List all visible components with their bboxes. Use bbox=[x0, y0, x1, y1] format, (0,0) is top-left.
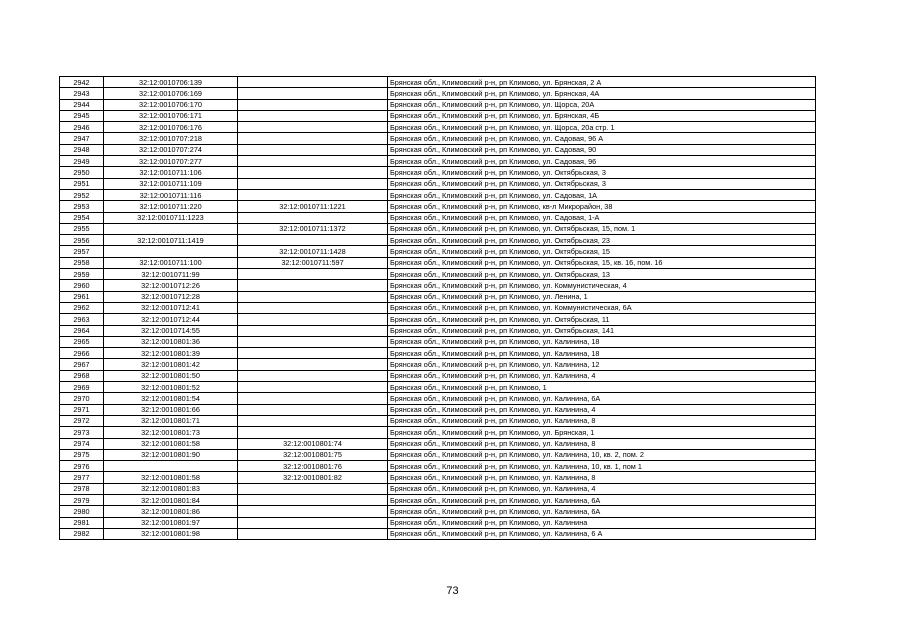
linked-cadastral-number-cell bbox=[238, 370, 388, 381]
table-row bbox=[60, 404, 816, 415]
row-number-cell: 2961 bbox=[60, 291, 104, 302]
table-row bbox=[60, 461, 816, 472]
cadastral-number-cell: 32:12:0010801:58 bbox=[104, 472, 238, 483]
table-row bbox=[60, 144, 816, 155]
table-row bbox=[60, 156, 816, 167]
linked-cadastral-number-cell: 32:12:0010801:74 bbox=[238, 438, 388, 449]
row-number-cell: 2960 bbox=[60, 280, 104, 291]
linked-cadastral-number-cell bbox=[238, 144, 388, 155]
cadastral-number-cell: 32:12:0010801:71 bbox=[104, 415, 238, 426]
table-row bbox=[60, 167, 816, 178]
cadastral-number-cell: 32:12:0010712:28 bbox=[104, 291, 238, 302]
linked-cadastral-number-cell: 32:12:0010711:1372 bbox=[238, 223, 388, 234]
cadastral-number-cell: 32:12:0010712:44 bbox=[104, 314, 238, 325]
linked-cadastral-number-cell: 32:12:0010801:76 bbox=[238, 461, 388, 472]
row-number-cell: 2971 bbox=[60, 404, 104, 415]
address-cell: Брянская обл., Климовский р-н, рп Климово, ул. Садовая, 96 А bbox=[388, 133, 816, 144]
row-number-cell: 2956 bbox=[60, 235, 104, 246]
row-number-cell: 2952 bbox=[60, 189, 104, 200]
cadastral-number-cell: 32:12:0010801:73 bbox=[104, 427, 238, 438]
address-cell: Брянская обл., Климовский р-н, рп Климово, ул. Октябрьская, 11 bbox=[388, 314, 816, 325]
address-cell: Брянская обл., Климовский р-н, рп Климово, ул. Октябрьская, 15 bbox=[388, 246, 816, 257]
cadastral-number-cell: 32:12:0010801:36 bbox=[104, 336, 238, 347]
linked-cadastral-number-cell bbox=[238, 178, 388, 189]
address-cell: Брянская обл., Климовский р-н, рп Климово, ул. Калинина, 4 bbox=[388, 404, 816, 415]
table-row bbox=[60, 415, 816, 426]
table-row bbox=[60, 257, 816, 268]
cadastral-number-cell: 32:12:0010801:98 bbox=[104, 528, 238, 539]
cadastral-number-cell: 32:12:0010706:176 bbox=[104, 122, 238, 133]
table-row bbox=[60, 291, 816, 302]
row-number-cell: 2974 bbox=[60, 438, 104, 449]
address-cell: Брянская обл., Климовский р-н, рп Климово, ул. Брянская, 2 А bbox=[388, 77, 816, 88]
linked-cadastral-number-cell bbox=[238, 235, 388, 246]
table-row bbox=[60, 212, 816, 223]
cadastral-number-cell bbox=[104, 461, 238, 472]
linked-cadastral-number-cell bbox=[238, 393, 388, 404]
linked-cadastral-number-cell bbox=[238, 110, 388, 121]
linked-cadastral-number-cell bbox=[238, 359, 388, 370]
row-number-cell: 2979 bbox=[60, 494, 104, 505]
row-number-cell: 2946 bbox=[60, 122, 104, 133]
row-number-cell: 2963 bbox=[60, 314, 104, 325]
table-row bbox=[60, 427, 816, 438]
address-cell: Брянская обл., Климовский р-н, рп Климово, ул. Щорса, 20а стр. 1 bbox=[388, 122, 816, 133]
address-cell: Брянская обл., Климовский р-н, рп Климово, ул. Калинина, 4 bbox=[388, 370, 816, 381]
row-number-cell: 2945 bbox=[60, 110, 104, 121]
row-number-cell: 2977 bbox=[60, 472, 104, 483]
table-row bbox=[60, 88, 816, 99]
address-cell: Брянская обл., Климовский р-н, рп Климово, ул. Коммунистическая, 6А bbox=[388, 302, 816, 313]
address-cell: Брянская обл., Климовский р-н, рп Климово, ул. Брянская, 1 bbox=[388, 427, 816, 438]
row-number-cell: 2970 bbox=[60, 393, 104, 404]
address-cell: Брянская обл., Климовский р-н, рп Климово, ул. Октябрьская, 15, пом. 1 bbox=[388, 223, 816, 234]
linked-cadastral-number-cell bbox=[238, 156, 388, 167]
address-cell: Брянская обл., Климовский р-н, рп Климово, ул. Садовая, 90 bbox=[388, 144, 816, 155]
table-row bbox=[60, 99, 816, 110]
address-cell: Брянская обл., Климовский р-н, рп Климово, ул. Калинина, 12 bbox=[388, 359, 816, 370]
linked-cadastral-number-cell bbox=[238, 189, 388, 200]
table-row bbox=[60, 325, 816, 336]
address-cell: Брянская обл., Климовский р-н, рп Климово, ул. Калинина, 8 bbox=[388, 472, 816, 483]
table-row bbox=[60, 336, 816, 347]
address-cell: Брянская обл., Климовский р-н, рп Климово, ул. Садовая, 96 bbox=[388, 156, 816, 167]
address-cell: Брянская обл., Климовский р-н, рп Климово, ул. Калинина, 6А bbox=[388, 494, 816, 505]
linked-cadastral-number-cell bbox=[238, 280, 388, 291]
row-number-cell: 2950 bbox=[60, 167, 104, 178]
linked-cadastral-number-cell bbox=[238, 314, 388, 325]
row-number-cell: 2947 bbox=[60, 133, 104, 144]
row-number-cell: 2973 bbox=[60, 427, 104, 438]
cadastral-number-cell: 32:12:0010801:83 bbox=[104, 483, 238, 494]
registry-table-body bbox=[60, 77, 816, 540]
table-row bbox=[60, 235, 816, 246]
linked-cadastral-number-cell: 32:12:0010711:597 bbox=[238, 257, 388, 268]
linked-cadastral-number-cell bbox=[238, 348, 388, 359]
cadastral-number-cell: 32:12:0010707:274 bbox=[104, 144, 238, 155]
table-row bbox=[60, 314, 816, 325]
linked-cadastral-number-cell bbox=[238, 336, 388, 347]
row-number-cell: 2957 bbox=[60, 246, 104, 257]
table-row bbox=[60, 269, 816, 280]
cadastral-number-cell: 32:12:0010801:58 bbox=[104, 438, 238, 449]
table-row bbox=[60, 178, 816, 189]
linked-cadastral-number-cell bbox=[238, 77, 388, 88]
cadastral-number-cell: 32:12:0010801:90 bbox=[104, 449, 238, 460]
table-row bbox=[60, 528, 816, 539]
cadastral-number-cell: 32:12:0010711:106 bbox=[104, 167, 238, 178]
linked-cadastral-number-cell: 32:12:0010711:1221 bbox=[238, 201, 388, 212]
address-cell: Брянская обл., Климовский р-н, рп Климово, ул. Калинина, 6А bbox=[388, 393, 816, 404]
cadastral-number-cell: 32:12:0010707:277 bbox=[104, 156, 238, 167]
row-number-cell: 2955 bbox=[60, 223, 104, 234]
linked-cadastral-number-cell bbox=[238, 528, 388, 539]
row-number-cell: 2976 bbox=[60, 461, 104, 472]
cadastral-number-cell: 32:12:0010711:100 bbox=[104, 257, 238, 268]
row-number-cell: 2959 bbox=[60, 269, 104, 280]
table-row bbox=[60, 189, 816, 200]
row-number-cell: 2951 bbox=[60, 178, 104, 189]
address-cell: Брянская обл., Климовский р-н, рп Климово, ул. Брянская, 4Б bbox=[388, 110, 816, 121]
linked-cadastral-number-cell bbox=[238, 506, 388, 517]
table-row bbox=[60, 370, 816, 381]
address-cell: Брянская обл., Климовский р-н, рп Климово, ул. Октябрьская, 23 bbox=[388, 235, 816, 246]
row-number-cell: 2975 bbox=[60, 449, 104, 460]
address-cell: Брянская обл., Климовский р-н, рп Климово, ул. Калинина, 8 bbox=[388, 438, 816, 449]
linked-cadastral-number-cell: 32:12:0010711:1428 bbox=[238, 246, 388, 257]
address-cell: Брянская обл., Климовский р-н, рп Климово, ул. Октябрьская, 3 bbox=[388, 178, 816, 189]
row-number-cell: 2948 bbox=[60, 144, 104, 155]
row-number-cell: 2982 bbox=[60, 528, 104, 539]
linked-cadastral-number-cell bbox=[238, 167, 388, 178]
linked-cadastral-number-cell: 32:12:0010801:75 bbox=[238, 449, 388, 460]
registry-table bbox=[59, 76, 816, 540]
row-number-cell: 2969 bbox=[60, 382, 104, 393]
row-number-cell: 2980 bbox=[60, 506, 104, 517]
table-row bbox=[60, 122, 816, 133]
address-cell: Брянская обл., Климовский р-н, рп Климово, ул. Октябрьская, 141 bbox=[388, 325, 816, 336]
row-number-cell: 2962 bbox=[60, 302, 104, 313]
address-cell: Брянская обл., Климовский р-н, рп Климово, ул. Калинина, 6А bbox=[388, 506, 816, 517]
row-number-cell: 2966 bbox=[60, 348, 104, 359]
table-row bbox=[60, 438, 816, 449]
table-row bbox=[60, 517, 816, 528]
table-row bbox=[60, 449, 816, 460]
cadastral-number-cell: 32:12:0010711:99 bbox=[104, 269, 238, 280]
cadastral-number-cell: 32:12:0010801:52 bbox=[104, 382, 238, 393]
address-cell: Брянская обл., Климовский р-н, рп Климово, ул. Октябрьская, 3 bbox=[388, 167, 816, 178]
linked-cadastral-number-cell bbox=[238, 133, 388, 144]
table-row bbox=[60, 223, 816, 234]
linked-cadastral-number-cell bbox=[238, 517, 388, 528]
cadastral-number-cell bbox=[104, 246, 238, 257]
address-cell: Брянская обл., Климовский р-н, рп Климово, ул. Щорса, 20А bbox=[388, 99, 816, 110]
address-cell: Брянская обл., Климовский р-н, рп Климово, 1 bbox=[388, 382, 816, 393]
address-cell: Брянская обл., Климовский р-н, рп Климово, кв-л Микрорайон, 38 bbox=[388, 201, 816, 212]
cadastral-number-cell: 32:12:0010801:97 bbox=[104, 517, 238, 528]
address-cell: Брянская обл., Климовский р-н, рп Климово, ул. Калинина, 8 bbox=[388, 415, 816, 426]
table-row bbox=[60, 494, 816, 505]
cadastral-number-cell: 32:12:0010711:220 bbox=[104, 201, 238, 212]
cadastral-number-cell: 32:12:0010801:86 bbox=[104, 506, 238, 517]
row-number-cell: 2972 bbox=[60, 415, 104, 426]
cadastral-number-cell: 32:12:0010801:66 bbox=[104, 404, 238, 415]
linked-cadastral-number-cell bbox=[238, 325, 388, 336]
cadastral-number-cell: 32:12:0010712:41 bbox=[104, 302, 238, 313]
row-number-cell: 2981 bbox=[60, 517, 104, 528]
address-cell: Брянская обл., Климовский р-н, рп Климово, ул. Калинина, 10, кв. 2, пом. 2 bbox=[388, 449, 816, 460]
row-number-cell: 2953 bbox=[60, 201, 104, 212]
cadastral-number-cell: 32:12:0010801:54 bbox=[104, 393, 238, 404]
linked-cadastral-number-cell bbox=[238, 99, 388, 110]
cadastral-number-cell: 32:12:0010801:42 bbox=[104, 359, 238, 370]
address-cell: Брянская обл., Климовский р-н, рп Климово, ул. Калинина, 4 bbox=[388, 483, 816, 494]
linked-cadastral-number-cell: 32:12:0010801:82 bbox=[238, 472, 388, 483]
cadastral-number-cell: 32:12:0010706:171 bbox=[104, 110, 238, 121]
table-row bbox=[60, 110, 816, 121]
linked-cadastral-number-cell bbox=[238, 427, 388, 438]
linked-cadastral-number-cell bbox=[238, 212, 388, 223]
address-cell: Брянская обл., Климовский р-н, рп Климово, ул. Садовая, 1А bbox=[388, 189, 816, 200]
row-number-cell: 2942 bbox=[60, 77, 104, 88]
row-number-cell: 2964 bbox=[60, 325, 104, 336]
table-row bbox=[60, 483, 816, 494]
address-cell: Брянская обл., Климовский р-н, рп Климово, ул. Калинина, 18 bbox=[388, 336, 816, 347]
cadastral-number-cell: 32:12:0010706:170 bbox=[104, 99, 238, 110]
address-cell: Брянская обл., Климовский р-н, рп Климово, ул. Калинина, 18 bbox=[388, 348, 816, 359]
table-row bbox=[60, 506, 816, 517]
table-row bbox=[60, 246, 816, 257]
address-cell: Брянская обл., Климовский р-н, рп Климово, ул. Калинина bbox=[388, 517, 816, 528]
linked-cadastral-number-cell bbox=[238, 291, 388, 302]
address-cell: Брянская обл., Климовский р-н, рп Климово, ул. Октябрьская, 15, кв. 16, пом. 16 bbox=[388, 257, 816, 268]
address-cell: Брянская обл., Климовский р-н, рп Климово, ул. Садовая, 1-А bbox=[388, 212, 816, 223]
linked-cadastral-number-cell bbox=[238, 494, 388, 505]
table-row bbox=[60, 472, 816, 483]
row-number-cell: 2978 bbox=[60, 483, 104, 494]
row-number-cell: 2944 bbox=[60, 99, 104, 110]
cadastral-number-cell: 32:12:0010707:218 bbox=[104, 133, 238, 144]
row-number-cell: 2958 bbox=[60, 257, 104, 268]
address-cell: Брянская обл., Климовский р-н, рп Климово, ул. Октябрьская, 13 bbox=[388, 269, 816, 280]
table-row bbox=[60, 280, 816, 291]
linked-cadastral-number-cell bbox=[238, 302, 388, 313]
address-cell: Брянская обл., Климовский р-н, рп Климово, ул. Калинина, 6 А bbox=[388, 528, 816, 539]
row-number-cell: 2967 bbox=[60, 359, 104, 370]
cadastral-number-cell: 32:12:0010711:109 bbox=[104, 178, 238, 189]
address-cell: Брянская обл., Климовский р-н, рп Климово, ул. Брянская, 4А bbox=[388, 88, 816, 99]
cadastral-number-cell: 32:12:0010714:55 bbox=[104, 325, 238, 336]
row-number-cell: 2943 bbox=[60, 88, 104, 99]
table-row bbox=[60, 133, 816, 144]
row-number-cell: 2954 bbox=[60, 212, 104, 223]
cadastral-number-cell: 32:12:0010711:116 bbox=[104, 189, 238, 200]
address-cell: Брянская обл., Климовский р-н, рп Климово, ул. Коммунистическая, 4 bbox=[388, 280, 816, 291]
table-row bbox=[60, 77, 816, 88]
cadastral-number-cell bbox=[104, 223, 238, 234]
linked-cadastral-number-cell bbox=[238, 404, 388, 415]
linked-cadastral-number-cell bbox=[238, 122, 388, 133]
cadastral-number-cell: 32:12:0010801:84 bbox=[104, 494, 238, 505]
row-number-cell: 2949 bbox=[60, 156, 104, 167]
address-cell: Брянская обл., Климовский р-н, рп Климово, ул. Ленина, 1 bbox=[388, 291, 816, 302]
linked-cadastral-number-cell bbox=[238, 269, 388, 280]
table-row bbox=[60, 302, 816, 313]
table-row bbox=[60, 393, 816, 404]
linked-cadastral-number-cell bbox=[238, 88, 388, 99]
linked-cadastral-number-cell bbox=[238, 483, 388, 494]
address-cell: Брянская обл., Климовский р-н, рп Климово, ул. Калинина, 10, кв. 1, пом 1 bbox=[388, 461, 816, 472]
cadastral-number-cell: 32:12:0010712:26 bbox=[104, 280, 238, 291]
cadastral-number-cell: 32:12:0010711:1223 bbox=[104, 212, 238, 223]
linked-cadastral-number-cell bbox=[238, 415, 388, 426]
cadastral-number-cell: 32:12:0010706:169 bbox=[104, 88, 238, 99]
cadastral-number-cell: 32:12:0010801:39 bbox=[104, 348, 238, 359]
cadastral-number-cell: 32:12:0010711:1419 bbox=[104, 235, 238, 246]
linked-cadastral-number-cell bbox=[238, 382, 388, 393]
table-row bbox=[60, 382, 816, 393]
table-row bbox=[60, 348, 816, 359]
page-number: 73 bbox=[446, 585, 459, 597]
cadastral-number-cell: 32:12:0010706:139 bbox=[104, 77, 238, 88]
row-number-cell: 2968 bbox=[60, 370, 104, 381]
table-row bbox=[60, 359, 816, 370]
row-number-cell: 2965 bbox=[60, 336, 104, 347]
cadastral-number-cell: 32:12:0010801:50 bbox=[104, 370, 238, 381]
table-row bbox=[60, 201, 816, 212]
